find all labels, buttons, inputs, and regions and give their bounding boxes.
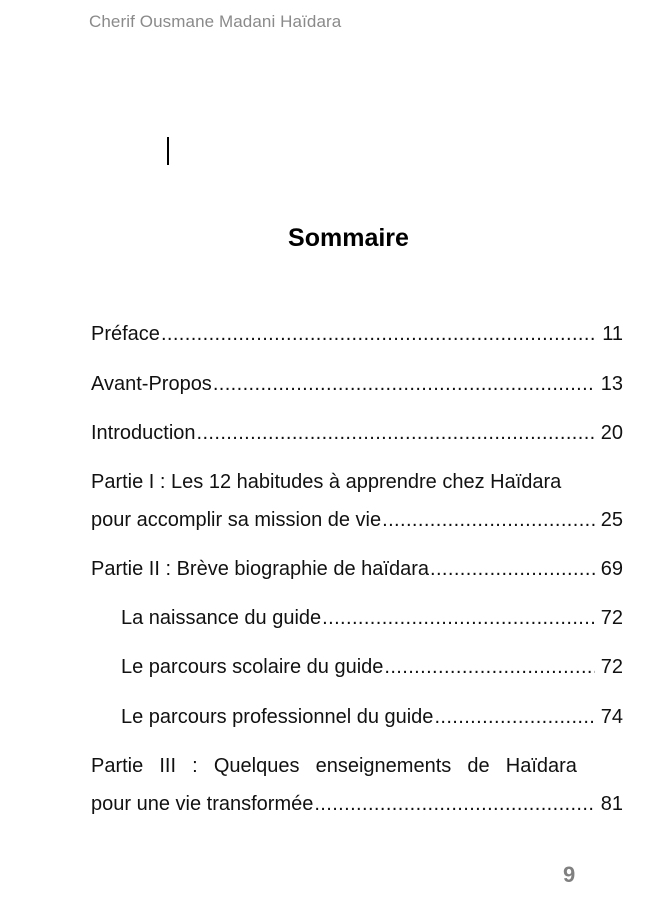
toc-entry-label: pour une vie transformée: [91, 793, 314, 815]
toc-leader-dots: [430, 557, 595, 581]
toc-entry-page: 72: [600, 607, 623, 629]
page-title: Sommaire: [288, 224, 409, 252]
toc-entry-partie-3[interactable]: [91, 754, 623, 816]
toc-entry-preface[interactable]: [91, 322, 623, 346]
toc-leader-dots: [434, 705, 594, 729]
toc-leader-dots: [322, 606, 595, 630]
toc-entry-introduction[interactable]: [91, 421, 623, 445]
toc-word: Partie: [91, 755, 144, 777]
toc-word: Quelques: [213, 755, 300, 777]
toc-leader-dots: [197, 421, 595, 445]
toc-leader-dots: [314, 792, 594, 816]
text-cursor: [167, 137, 169, 165]
toc-entry-page: 11: [602, 323, 623, 345]
toc-entry-page: 69: [600, 558, 623, 580]
toc-entry-label: Avant-Propos: [91, 373, 212, 395]
toc-leader-dots: [382, 508, 595, 532]
toc-entry-page: 72: [600, 656, 623, 678]
toc-entry-page: 13: [600, 373, 623, 395]
toc-entry-partie-2[interactable]: [91, 557, 623, 581]
toc-leader-dots: [161, 322, 596, 346]
running-header-author: Cherif Ousmane Madani Haïdara: [89, 12, 342, 31]
toc-entry-page: 25: [600, 509, 623, 531]
toc-entry-avant-propos[interactable]: [91, 372, 623, 396]
toc-entry-parcours-professionnel[interactable]: [121, 705, 623, 729]
toc-entry-naissance[interactable]: [121, 606, 623, 630]
toc-entry-label: Le parcours professionnel du guide: [121, 706, 434, 728]
toc-entry-page: 81: [600, 793, 623, 815]
toc-entry-first-line: [91, 754, 577, 778]
toc-word: :: [192, 755, 198, 777]
toc-entry-parcours-scolaire[interactable]: [121, 655, 623, 679]
toc-entry-partie-1[interactable]: [91, 470, 623, 532]
page-number: 9: [563, 862, 576, 887]
toc-entry-label: Introduction: [91, 422, 196, 444]
toc-word: de: [467, 755, 490, 777]
toc-entry-label: Le parcours scolaire du guide: [121, 656, 384, 678]
toc-entry-label: Préface: [91, 323, 160, 345]
toc-entry-label: Partie II : Brève biographie de haïdara: [91, 558, 429, 580]
toc-leader-dots: [384, 655, 594, 679]
toc-entry-page: 74: [600, 706, 623, 728]
toc-leader-dots: [213, 372, 595, 396]
toc-entry-page: 20: [600, 422, 623, 444]
toc-entry-first-line: Partie I : Les 12 habitudes à apprendre chez Haïdara: [91, 471, 562, 493]
toc-word: III: [159, 755, 177, 777]
toc-word: enseignements: [315, 755, 452, 777]
toc-entry-label: pour accomplir sa mission de vie: [91, 509, 382, 531]
toc-word: Haïdara: [505, 755, 577, 777]
toc-entry-label: La naissance du guide: [121, 607, 322, 629]
